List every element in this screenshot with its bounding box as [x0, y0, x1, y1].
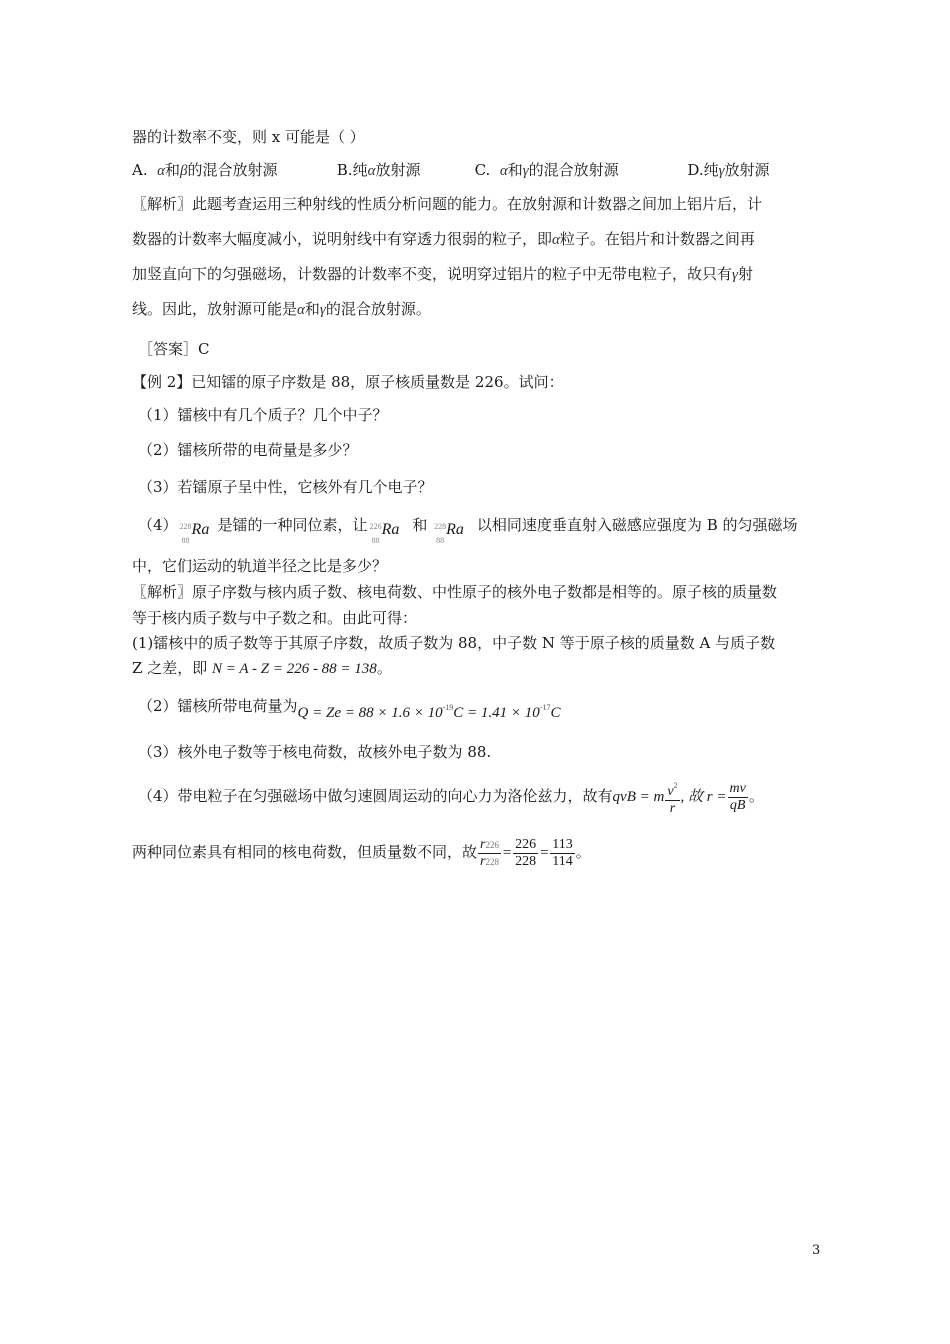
answer1: ［答案］C	[138, 340, 210, 358]
example2-q4: （4） 228 88 Ra 是镭的一种同位素，让 226 88 Ra 和 228 88 Ra 以相同速度垂直射入磁感应强度为 B 的匀强磁场	[138, 516, 798, 545]
analysis1-line3: 加竖直向下的匀强磁场，计数器的计数率不变，说明穿过铝片的粒子中无带电粒子，故只有γ射	[132, 265, 753, 283]
example2-q2: （2）镭核所带的电荷量是多少？	[138, 441, 358, 459]
analysis2-s1-line1: (1)镭核中的质子数等于其原子序数，故质子数为 88，中子数 N 等于原子核的质量数 A 与质子数	[132, 634, 776, 652]
analysis1-line1: 〖解析〗此题考查运用三种射线的性质分析问题的能力。在放射源和计数器之间加上铝片后，计	[132, 195, 763, 213]
analysis2-s5: 两种同位素具有相同的核电荷数，但质量数不同，故 $\frac{r226}{r228}$ = $\frac{226}{228}$ = $\frac{113}{114}$ 。	[132, 837, 591, 870]
option-a: A. α和β的混合放射源	[132, 161, 278, 179]
formula-lorentz: qvB = m $\frac{v^2}{r}$ , 故 r = $\frac{mv}{qB}$	[613, 789, 749, 805]
question-stem-end: 器的计数率不变，则 x 可能是（ ）	[132, 128, 365, 146]
isotope-ra-228: 228 88 Ra	[179, 521, 210, 545]
option-b: B.纯α放射源	[336, 161, 421, 179]
analysis2-s1-line2: Z 之差，即 N = A - Z = 226 - 88 = 138。	[132, 659, 392, 677]
analysis1-line2: 数器的计数率大幅度减小，说明射线中有穿透力很弱的粒子，即α粒子。在铝片和计数器之间再	[132, 230, 755, 248]
example2-q3: （3）若镭原子呈中性，它核外有几个电子？	[138, 478, 433, 496]
isotope-ra-226: 226 88 Ra	[369, 521, 400, 545]
isotope-ra-228-b: 228 88 Ra	[434, 521, 464, 545]
analysis2-line2: 等于核内质子数与中子数之和。由此可得：	[132, 609, 418, 627]
formula-radius-ratio: $\frac{r226}{r228}$ = $\frac{226}{228}$ = $\frac{113}{114}$	[480, 837, 573, 870]
example2-title: 【例 2】已知镭的原子序数是 88，原子核质量数是 226。试问：	[132, 373, 564, 391]
analysis1-line4: 线。因此，放射源可能是α和γ的混合放射源。	[132, 300, 431, 318]
page-number: 3	[812, 1243, 821, 1258]
analysis2-line1: 〖解析〗原子序数与核内质子数、核电荷数、中性原子的核外电子数都是相等的。原子核的质量数	[132, 583, 778, 601]
option-c: C. α和γ的混合放射源	[474, 161, 619, 179]
option-d: D.纯γ放射源	[687, 161, 770, 179]
analysis2-s3: （3）核外电子数等于核电荷数，故核外电子数为 88.	[138, 743, 492, 761]
example2-q1: （1）镭核中有几个质子？几个中子？	[138, 406, 388, 424]
analysis2-s2: （2）镭核所带电荷量为$Q = Ze = 88 \times 1.6 \times 10^{-19}C = 1.41 \times 10^{-17}C$	[138, 697, 561, 721]
example2-q4-line2: 中，它们运动的轨道半径之比是多少？	[132, 557, 388, 575]
formula-neutrons: N = A - Z = 226 - 88 = 138	[211, 661, 377, 677]
options-row	[132, 160, 770, 181]
formula-charge: $Q = Ze = 88 \times 1.6 \times 10^{-19}C = 1.41 \times 10^{-17}C$	[297, 703, 561, 721]
analysis2-s4: （4）带电粒子在匀强磁场中做匀速圆周运动的向心力为洛伦兹力，故有qvB = m $\frac{v^2}{r}$ , 故 r = $\frac{mv}{qB}$ 。	[138, 778, 764, 817]
